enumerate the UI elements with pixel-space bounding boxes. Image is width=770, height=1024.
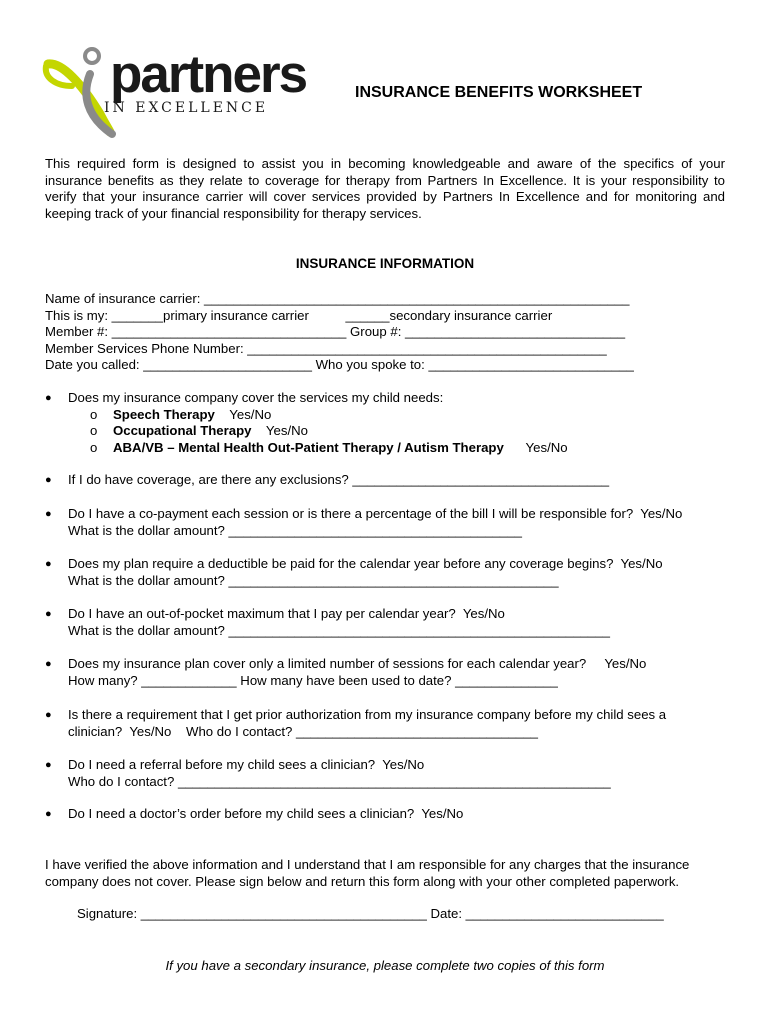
circle-bullet-icon: o	[90, 439, 98, 455]
bullet-icon: ●	[45, 759, 52, 771]
carrier-name-field[interactable]: Name of insurance carrier: __________________________________________________________	[45, 291, 630, 306]
intro-paragraph: This required form is designed to assist you in becoming knowledgeable and aware of the specifics of your insurance benefits as they relate to coverage for therapy from Partners In Excellence. It is your responsibility to verify that your insurance carrier will cover services provided by Partners In Excellence and for monitoring and keeping track of your financial responsibility for therapy services.	[45, 156, 725, 221]
subitem-label: Occupational Therapy	[113, 423, 252, 438]
carrier-type-field[interactable]: This is my: _______primary insurance carrier ______secondary insurance carrier	[45, 307, 553, 323]
question-text[interactable]: Does my insurance plan cover only a limited number of sessions for each calendar year? Yes/No	[68, 656, 647, 671]
subitem-label: Speech Therapy	[113, 406, 215, 422]
subitem-label: ABA/VB – Mental Health Out-Patient Therapy / Autism Therapy	[113, 439, 504, 455]
answer-line[interactable]: How many? _____________ How many have been used to date? ______________	[68, 672, 558, 688]
logo-wordmark: partners	[110, 45, 307, 104]
logo-tagline: IN EXCELLENCE	[104, 100, 269, 116]
circle-bullet-icon: o	[90, 406, 98, 422]
page-title: INSURANCE BENEFITS WORKSHEET	[355, 84, 643, 101]
question-text[interactable]: If I do have coverage, are there any exclusions? ___________________________________	[68, 472, 610, 487]
answer-line[interactable]: What is the dollar amount? ____________________________________________________	[68, 622, 610, 638]
subitem-speech[interactable]	[68, 407, 728, 424]
footer-note: If you have a secondary insurance, please complete two copies of this form	[165, 958, 605, 973]
answer-line[interactable]: Who do I contact? ___________________________________________________________	[68, 773, 611, 789]
insurance-info-fields	[45, 291, 725, 374]
member-services-phone-field[interactable]: Member Services Phone Number: _________________________________________________	[45, 340, 607, 356]
circle-bullet-icon: o	[90, 423, 98, 438]
bullet-icon: ●	[45, 608, 52, 620]
bullet-icon: ●	[45, 709, 52, 721]
section-heading-insurance-info: INSURANCE INFORMATION	[295, 256, 475, 271]
answer-line[interactable]: What is the dollar amount? ________________________________________	[68, 522, 522, 538]
question-text: Is there a requirement that I get prior authorization from my insurance company before my child sees a	[68, 707, 667, 722]
call-date-contact-field[interactable]: Date you called: _______________________ Who you spoke to: ____________________________	[45, 357, 634, 372]
subitem-aba-vb[interactable]	[68, 440, 728, 457]
question-text[interactable]: Do I have an out-of-pocket maximum that I pay per calendar year? Yes/No	[68, 606, 505, 621]
question-text[interactable]: Do I have a co-payment each session or is there a percentage of the bill I will be responsible for? Yes/No	[68, 506, 683, 521]
question-text[interactable]: Do I need a doctor’s order before my child sees a clinician? Yes/No	[68, 806, 464, 821]
yes-no-option[interactable]: Yes/No	[503, 439, 568, 455]
bullet-icon: ●	[45, 558, 52, 570]
question-text[interactable]: Does my plan require a deductible be paid for the calendar year before any coverage begins? Yes/No	[68, 556, 663, 571]
yes-no-option[interactable]: Yes/No	[251, 423, 308, 438]
bullet-icon: ●	[45, 392, 52, 404]
yes-no-option[interactable]: Yes/No	[214, 406, 272, 422]
bullet-icon: ●	[45, 474, 52, 486]
bullet-icon: ●	[45, 508, 52, 520]
subitem-occupational[interactable]	[68, 423, 728, 440]
closing-statement: I have verified the above information and I understand that I am responsible for any charges that the insurance company does not cover. Please sign below and return this form along with your other completed paperwork.	[45, 857, 690, 889]
bullet-icon: ●	[45, 808, 52, 820]
bullet-icon: ●	[45, 658, 52, 670]
question-text: Does my insurance company cover the services my child needs:	[68, 390, 444, 405]
question-text[interactable]: Do I need a referral before my child sees a clinician? Yes/No	[68, 757, 425, 772]
signature-date-field[interactable]: Signature: _______________________________________ Date: ___________________________	[77, 906, 664, 921]
member-group-field[interactable]: Member #: ________________________________ Group #: ______________________________	[45, 324, 626, 339]
answer-line[interactable]: What is the dollar amount? _____________________________________________	[68, 572, 559, 588]
answer-line[interactable]: clinician? Yes/No Who do I contact? _________________________________	[68, 723, 539, 739]
partners-logo	[42, 44, 307, 139]
